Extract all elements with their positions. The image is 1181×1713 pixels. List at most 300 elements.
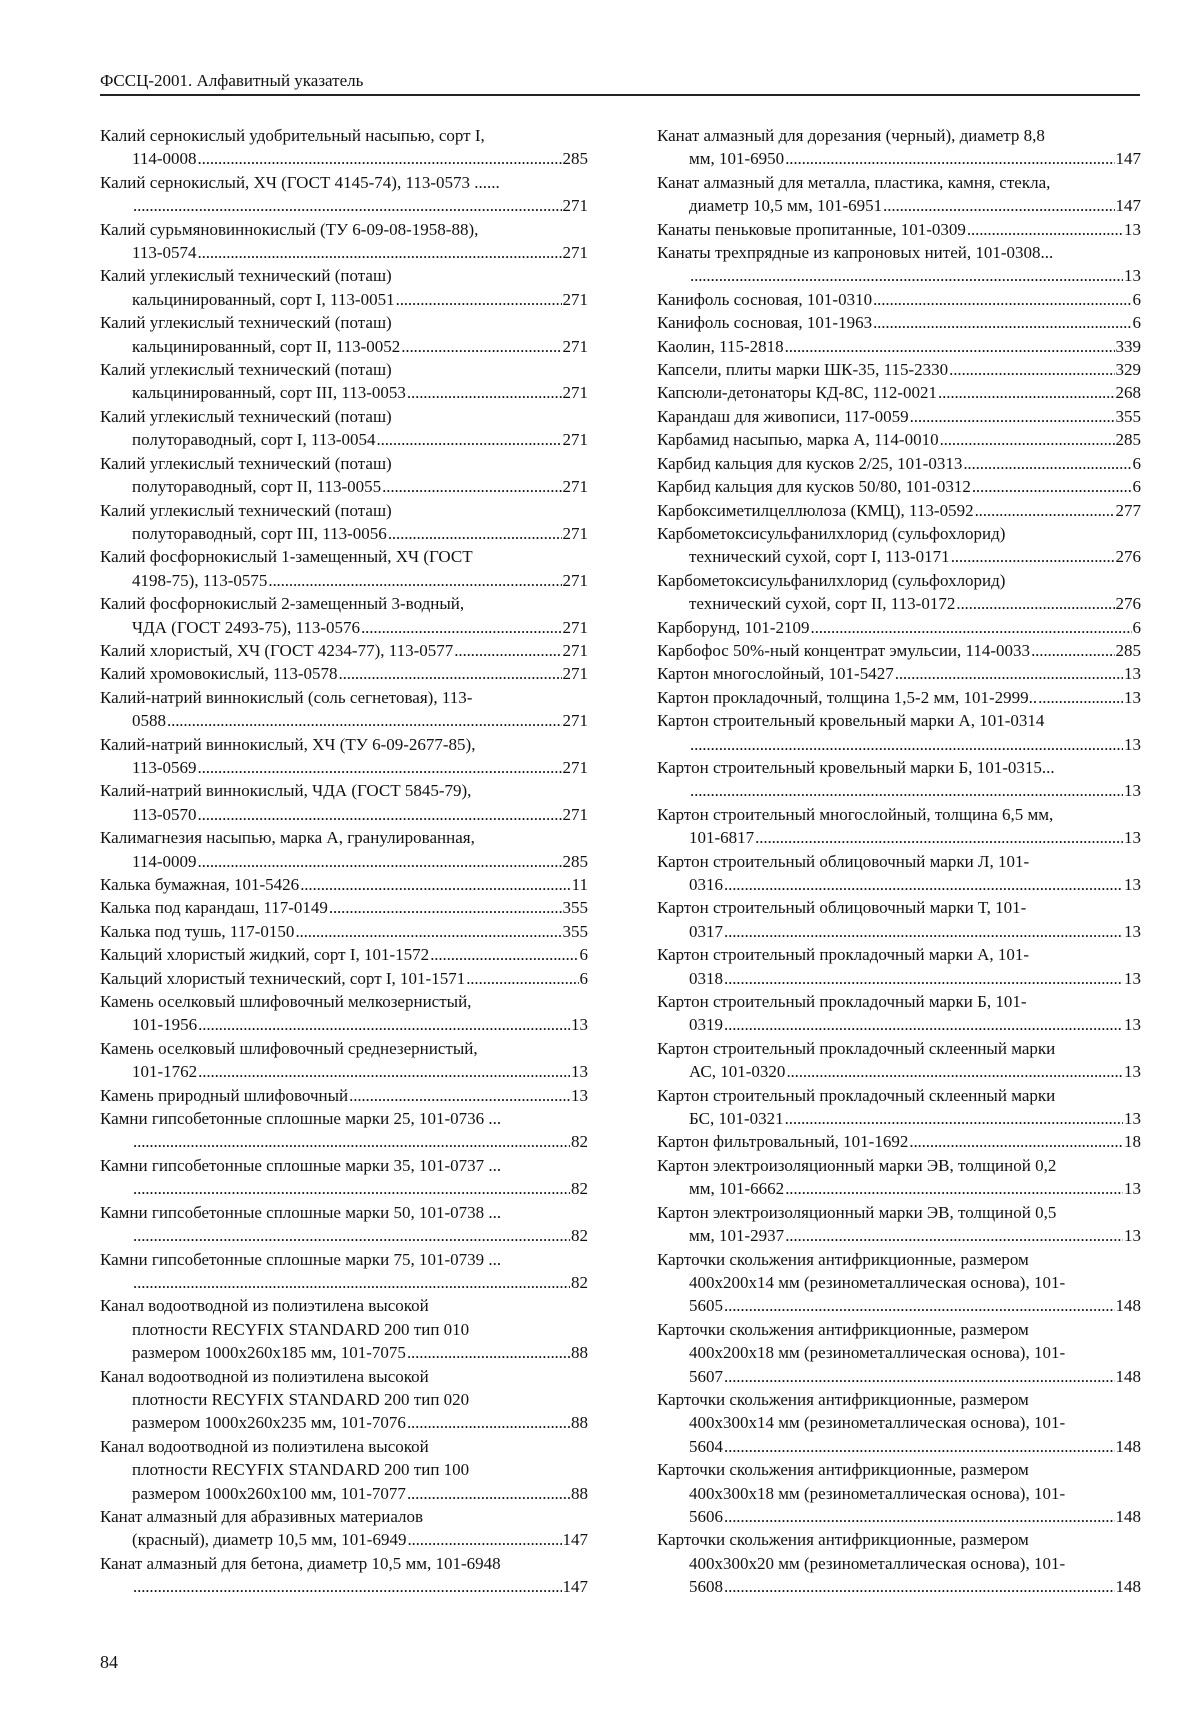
index-entry [657, 686, 1141, 709]
index-entry-line [657, 1013, 1141, 1036]
dot-leader [1038, 686, 1123, 709]
page-number: 84 [100, 1652, 118, 1672]
index-entry-line [657, 1411, 1141, 1434]
index-entry-line [657, 311, 1141, 334]
index-entry-text: 4198-75), 113-0575 [132, 570, 268, 590]
index-entry-page: 271 [562, 383, 588, 403]
index-entry-line [657, 1084, 1141, 1107]
index-entry [100, 733, 588, 780]
index-entry [100, 967, 588, 990]
index-entry-page: 13 [1124, 1015, 1141, 1035]
index-entry-line [100, 662, 588, 685]
index-entry-line [657, 1224, 1141, 1247]
index-entry [657, 522, 1141, 569]
index-entry-line [657, 264, 1141, 287]
index-entry-line [100, 147, 588, 170]
index-entry-line [100, 850, 588, 873]
index-entry-line [100, 803, 588, 826]
index-entry-page: 355 [562, 898, 588, 918]
index-entry-text: 113-0570 [132, 804, 197, 824]
index-entry-page: 271 [562, 243, 588, 263]
index-entry [657, 756, 1141, 803]
index-entry-text: Картон электроизоляционный марки ЭВ, толщиной 0,5 [657, 1202, 1057, 1222]
index-entry [100, 499, 588, 546]
index-entry-page: 271 [562, 640, 588, 660]
index-entry-page: 147 [1115, 149, 1141, 169]
dot-leader [268, 569, 561, 592]
index-entry-text: кальцинированный, сорт III, 113-0053 [132, 383, 406, 403]
dot-leader [382, 475, 561, 498]
index-entry-page: 285 [1115, 430, 1141, 450]
index-entry-page: 285 [562, 851, 588, 871]
index-entry [657, 850, 1141, 897]
index-entry-page: 271 [562, 196, 588, 216]
index-entry [100, 264, 588, 311]
index-entry-page: 271 [562, 757, 588, 777]
index-entry-text: плотности RECYFIX STANDARD 200 тип 010 [132, 1319, 470, 1339]
index-entry-page: 147 [562, 1577, 588, 1597]
index-entry-line [657, 124, 1141, 147]
index-entry-text: 5608 [689, 1577, 723, 1597]
index-entry-line [100, 522, 588, 545]
index-entry-text: мм, 101-6950 [689, 149, 785, 169]
index-entry-text: мм, 101-2937 [689, 1226, 785, 1246]
index-entry-page: 13 [1124, 968, 1141, 988]
index-entry-line [100, 1575, 588, 1598]
index-entry-text: Карточки скольжения антифрикционные, размером [657, 1319, 1029, 1339]
index-entry-page: 13 [1124, 664, 1141, 684]
index-entry-text: 5605 [689, 1296, 723, 1316]
index-entry-text: Картон строительный кровельный марки Б, 101-0315... [657, 757, 1055, 777]
index-entry [100, 826, 588, 873]
index-entry-line [100, 264, 588, 287]
dot-leader [785, 335, 1115, 358]
dot-leader [883, 194, 1114, 217]
index-entry-text: Калий-натрий виннокислый, ХЧ (ТУ 6-09-2677-85), [100, 734, 476, 754]
index-entry-text: Карточки скольжения антифрикционные, размером [657, 1249, 1029, 1269]
index-entry-text: Канаты трехпрядные из капроновых нитей, 101-0308... [657, 243, 1054, 263]
index-entry-line [100, 756, 588, 779]
index-entry-text: Камень природный шлифовочный [100, 1085, 349, 1105]
index-entry-page: 82 [571, 1272, 588, 1292]
index-entry-page: 13 [1124, 921, 1141, 941]
index-entry [657, 428, 1141, 451]
dot-leader [198, 756, 562, 779]
index-entry-line [657, 1248, 1141, 1271]
index-entry-text: технический сухой, сорт II, 113-0172 [689, 594, 956, 614]
index-entry-text: Калий сернокислый удобрительный насыпью, сорт I, [100, 126, 485, 145]
index-entry [657, 358, 1141, 381]
index-entry [100, 990, 588, 1037]
index-entry-page: 13 [1124, 1226, 1141, 1246]
index-entry-line [100, 1341, 588, 1364]
index-entry-line [100, 1458, 588, 1481]
index-entry-line [100, 124, 588, 147]
index-entry [657, 1084, 1141, 1131]
index-entry-page: 271 [562, 430, 588, 450]
index-entry-page: 6 [1132, 617, 1141, 637]
dot-leader [407, 1411, 570, 1434]
index-entry-page: 6 [1132, 313, 1141, 333]
index-entry-text: Калий сурьмяновиннокислый (ТУ 6-09-08-1958-88), [100, 219, 479, 239]
index-entry-line [657, 569, 1141, 592]
index-entry-text: Канат алмазный для дорезания (черный), диаметр 8,8 [657, 126, 1045, 145]
index-entry-line [657, 733, 1141, 756]
dot-leader [339, 662, 562, 685]
index-entry [100, 662, 588, 685]
index-entry-line [657, 896, 1141, 919]
index-entry-text: Камни гипсобетонные сплошные марки 75, 101-0739 ... [100, 1249, 502, 1269]
index-entry-page: 18 [1124, 1132, 1141, 1152]
index-entry-page: 88 [571, 1343, 588, 1363]
index-entry [657, 288, 1141, 311]
dot-leader [956, 592, 1114, 615]
dot-leader [690, 779, 1123, 802]
index-entry-page: 13 [1124, 734, 1141, 754]
index-entry-text: 101-6817 [689, 828, 755, 848]
dot-leader [967, 218, 1123, 241]
index-entry-line [100, 896, 588, 919]
index-entry-page: 6 [1132, 289, 1141, 309]
index-entry-text: Карборунд, 101-2109 [657, 617, 810, 637]
index-entry-text: плотности RECYFIX STANDARD 200 тип 020 [132, 1389, 470, 1409]
index-entry [657, 569, 1141, 616]
index-entry-page: 355 [562, 921, 588, 941]
index-entry-line [657, 1458, 1141, 1481]
index-entry-text: Карбометоксисульфанилхлорид (сульфохлорид) [657, 523, 1006, 543]
index-entry-line [100, 405, 588, 428]
index-entry-line [657, 522, 1141, 545]
index-entry-page: 339 [1115, 336, 1141, 356]
index-entry [100, 1435, 588, 1505]
index-entry-line [100, 1365, 588, 1388]
index-entry-line [657, 1552, 1141, 1575]
dot-leader [349, 1084, 570, 1107]
index-entry-text: 400x200x14 мм (резинометаллическая основа), 101- [689, 1272, 1066, 1292]
dot-leader [724, 1435, 1115, 1458]
index-entry-page: 268 [1115, 383, 1141, 403]
index-entry [657, 124, 1141, 171]
index-entry-text: полутораводный, сорт II, 113-0055 [132, 477, 382, 497]
index-entry-text: 101-1762 [132, 1062, 198, 1082]
index-entry-line [100, 1248, 588, 1271]
index-entry [657, 1248, 1141, 1318]
index-entry [100, 311, 588, 358]
index-entry-page: 13 [571, 1062, 588, 1082]
index-column-right [657, 124, 1141, 1599]
index-entry-text: Карбофос 50%-ный концентрат эмульсии, 114-0033 [657, 640, 1031, 660]
index-entry-text: размером 1000x260x235 мм, 101-7076 [132, 1413, 406, 1433]
dot-leader [910, 405, 1115, 428]
index-entry-text: Карбид кальция для кусков 2/25, 101-0313 [657, 453, 963, 473]
index-entry-line [100, 1318, 588, 1341]
index-entry [100, 218, 588, 265]
index-entry-line [100, 499, 588, 522]
index-entry-page: 13 [1124, 1179, 1141, 1199]
index-entry-line [657, 826, 1141, 849]
index-entry-text: Калий углекислый технический (поташ) [100, 266, 392, 286]
index-entry-line [100, 1435, 588, 1458]
index-entry-text: 400x300x20 мм (резинометаллическая основа), 101- [689, 1553, 1066, 1573]
index-entry-text: Каолин, 115-2818 [657, 336, 784, 356]
dot-leader [785, 1224, 1123, 1247]
index-entry-page: 271 [562, 711, 588, 731]
index-entry-page: 148 [1115, 1436, 1141, 1456]
index-entry-line [100, 967, 588, 990]
index-entry [657, 335, 1141, 358]
index-entry-page: 13 [1124, 687, 1141, 707]
index-entry-text: кальцинированный, сорт I, 113-0051 [132, 289, 395, 309]
index-entry-line [100, 475, 588, 498]
index-entry-line [100, 826, 588, 849]
index-entry [100, 358, 588, 405]
index-entry-line [657, 358, 1141, 381]
index-entry-text: Картон строительный многослойный, толщина 6,5 мм, [657, 804, 1054, 824]
index-entry-text: кальцинированный, сорт II, 113-0052 [132, 336, 401, 356]
dot-leader [949, 358, 1114, 381]
index-entry-line [100, 569, 588, 592]
index-entry-page: 13 [1124, 266, 1141, 286]
index-entry-line [657, 1505, 1141, 1528]
dot-leader [724, 1505, 1115, 1528]
index-entry-page: 271 [562, 617, 588, 637]
index-entry-line [657, 1271, 1141, 1294]
index-entry-text: Калий углекислый технический (поташ) [100, 360, 392, 380]
index-entry-line [100, 1411, 588, 1434]
index-entry-text: Калий фосфорнокислый 2-замещенный 3-водный, [100, 594, 465, 614]
index-entry [657, 241, 1141, 288]
index-entry-line [657, 1435, 1141, 1458]
index-entry-line [100, 194, 588, 217]
dot-leader [940, 428, 1115, 451]
dot-leader [329, 896, 562, 919]
index-entry-line [100, 990, 588, 1013]
dot-leader [724, 1294, 1115, 1317]
index-column-left [100, 124, 588, 1599]
index-entry-text: Картон фильтровальный, 101-1692 [657, 1132, 909, 1152]
index-entry-page: 355 [1115, 406, 1141, 426]
dot-leader [198, 803, 562, 826]
index-entry-page: 6 [579, 968, 588, 988]
index-entry-line [100, 873, 588, 896]
index-entry-text: Картон прокладочный, толщина 1,5-2 мм, 101-2999.. [657, 687, 1038, 707]
index-entry-page: 13 [1124, 875, 1141, 894]
dot-leader [198, 1013, 570, 1036]
dot-leader [198, 1060, 570, 1083]
dot-leader [466, 967, 578, 990]
index-entry-text: (красный), диаметр 10,5 мм, 101-6949 [132, 1530, 407, 1550]
index-entry-text: полутораводный, сорт I, 113-0054 [132, 430, 376, 450]
index-entry-text: Калий хлористый, ХЧ (ГОСТ 4234-77), 113-0577 [100, 640, 454, 660]
index-entry [657, 1458, 1141, 1528]
index-entry [657, 896, 1141, 943]
index-entry-page: 285 [1115, 640, 1141, 660]
index-entry-text: Картон электроизоляционный марки ЭВ, толщиной 0,2 [657, 1155, 1057, 1175]
index-entry-text: Канал водоотводной из полиэтилена высокой [100, 1296, 429, 1316]
dot-leader [724, 1013, 1123, 1036]
index-entry [100, 1037, 588, 1084]
index-entry-text: Картон многослойный, 101-5427 [657, 664, 894, 684]
index-entry-page: 13 [1124, 1062, 1141, 1082]
index-entry-page: 271 [562, 477, 588, 497]
index-entry [657, 1154, 1141, 1201]
index-entry-line [657, 405, 1141, 428]
index-entry-page: 88 [571, 1483, 588, 1503]
dot-leader [198, 241, 562, 264]
index-entry-line [657, 1060, 1141, 1083]
index-entry-line [100, 452, 588, 475]
index-entry-text: Картон строительный прокладочный марки А, 101- [657, 945, 1030, 965]
index-entry-line [657, 288, 1141, 311]
dot-leader [454, 639, 561, 662]
index-entry-text: БС, 101-0321 [689, 1109, 784, 1129]
index-entry-line [657, 1294, 1141, 1317]
index-entry-line [100, 241, 588, 264]
index-entry-line [100, 1271, 588, 1294]
index-entry-line [100, 1224, 588, 1247]
index-entry-line [657, 616, 1141, 639]
index-entry-line [657, 1177, 1141, 1200]
index-entry-page: 88 [571, 1413, 588, 1433]
header-rule [100, 94, 1140, 96]
index-entry-text: 0319 [689, 1015, 723, 1035]
index-entry-line [657, 990, 1141, 1013]
index-entry-line [100, 1528, 588, 1551]
index-entry-line [657, 381, 1141, 404]
dot-leader [963, 452, 1131, 475]
index-entry [657, 499, 1141, 522]
dot-leader [388, 522, 562, 545]
index-entry-page: 271 [562, 523, 588, 543]
index-entry-text: 5607 [689, 1366, 723, 1386]
index-entry-text: Канат алмазный для бетона, диаметр 10,5 мм, 101-6948 [100, 1553, 501, 1573]
index-entry-line [100, 639, 588, 662]
index-entry-text: Картон строительный прокладочный склеенный марки [657, 1085, 1056, 1105]
dot-leader [690, 733, 1123, 756]
index-entry [657, 709, 1141, 756]
dot-leader [167, 709, 562, 732]
index-entry-text: Карточки скольжения антифрикционные, размером [657, 1530, 1029, 1550]
index-entry-line [100, 1060, 588, 1083]
index-entry-line [100, 1013, 588, 1036]
index-entry-text: Калимагнезия насыпью, марка А, гранулированная, [100, 828, 475, 848]
index-entry-text: Карандаш для живописи, 117-0059 [657, 406, 909, 426]
dot-leader [972, 475, 1132, 498]
index-entry [657, 943, 1141, 990]
dot-leader [938, 381, 1114, 404]
dot-leader [377, 428, 562, 451]
index-entry-line [657, 686, 1141, 709]
index-entry-page: 148 [1115, 1366, 1141, 1386]
dot-leader [198, 147, 562, 170]
index-entry-line [100, 1552, 588, 1575]
index-entry-line [100, 311, 588, 334]
index-entry-line [657, 499, 1141, 522]
index-entry-line [657, 218, 1141, 241]
index-entry [657, 1201, 1141, 1248]
index-entry-line [657, 920, 1141, 943]
dot-leader [133, 1271, 570, 1294]
dot-leader [785, 1177, 1123, 1200]
index-entry-text: Канифоль сосновая, 101-1963 [657, 313, 873, 333]
dot-leader [786, 1060, 1123, 1083]
index-entry-page: 13 [1124, 1109, 1141, 1129]
index-entry-line [100, 1294, 588, 1317]
dot-leader [430, 943, 578, 966]
index-entry-text: Камни гипсобетонные сплошные марки 50, 101-0738 ... [100, 1202, 502, 1222]
index-entry-text: мм, 101-6662 [689, 1179, 785, 1199]
index-entry-text: АС, 101-0320 [689, 1062, 786, 1082]
index-entry-page: 148 [1115, 1296, 1141, 1316]
index-entry-line [657, 592, 1141, 615]
index-entry-line [100, 1084, 588, 1107]
index-entry [657, 218, 1141, 241]
index-entry [100, 1154, 588, 1201]
index-entry [100, 1248, 588, 1295]
index-entry-line [657, 1107, 1141, 1130]
index-entry-text: Кальций хлористый технический, сорт I, 101-1571 [100, 968, 466, 988]
index-entry [657, 990, 1141, 1037]
index-entry-page: 271 [562, 664, 588, 684]
index-entry-line [100, 1388, 588, 1411]
index-entry [100, 545, 588, 592]
dot-leader [690, 264, 1123, 287]
dot-leader [724, 967, 1123, 990]
index-entry [100, 779, 588, 826]
index-entry-text: 5606 [689, 1506, 723, 1526]
index-entry [100, 592, 588, 639]
dot-leader [396, 288, 562, 311]
index-entry [100, 1552, 588, 1599]
index-entry-page: 271 [562, 336, 588, 356]
index-entry-line [100, 616, 588, 639]
index-entry-text: Канал водоотводной из полиэтилена высокой [100, 1366, 429, 1386]
index-entry-page: 271 [562, 570, 588, 590]
index-entry [100, 171, 588, 218]
index-entry-line [100, 358, 588, 381]
index-entry-text: 0318 [689, 968, 723, 988]
index-entry-text: 101-1956 [132, 1015, 198, 1035]
index-entry-line [100, 709, 588, 732]
dot-leader [133, 1177, 570, 1200]
index-entry-text: плотности RECYFIX STANDARD 200 тип 100 [132, 1460, 470, 1480]
index-entry-page: 82 [571, 1132, 588, 1152]
index-entry-text: Камень оселковый шлифовочный среднезернистый, [100, 1038, 478, 1058]
index-entry-page: 271 [562, 289, 588, 309]
index-entry-line [657, 1482, 1141, 1505]
index-entry-line [657, 803, 1141, 826]
dot-leader [407, 381, 562, 404]
index-entry-text: 400x300x14 мм (резинометаллическая основа), 101- [689, 1413, 1066, 1433]
index-entry-text: 113-0574 [132, 243, 197, 263]
index-entry [657, 381, 1141, 404]
dot-leader [755, 826, 1123, 849]
index-entry-line [100, 1154, 588, 1177]
index-entry [657, 662, 1141, 685]
index-entry-line [100, 218, 588, 241]
index-entry-text: Картон строительный прокладочный склеенный марки [657, 1038, 1056, 1058]
index-entry-page: 6 [1132, 477, 1141, 497]
dot-leader [873, 288, 1131, 311]
index-entry [657, 639, 1141, 662]
index-entry [657, 1528, 1141, 1598]
index-entry-line [657, 1528, 1141, 1551]
index-entry-line [657, 241, 1141, 264]
index-entry-page: 276 [1115, 547, 1141, 567]
index-entry-line [657, 1037, 1141, 1060]
index-entry-text: Калька бумажная, 101-5426 [100, 875, 300, 894]
index-entry-text: Канат алмазный для абразивных материалов [100, 1506, 424, 1526]
